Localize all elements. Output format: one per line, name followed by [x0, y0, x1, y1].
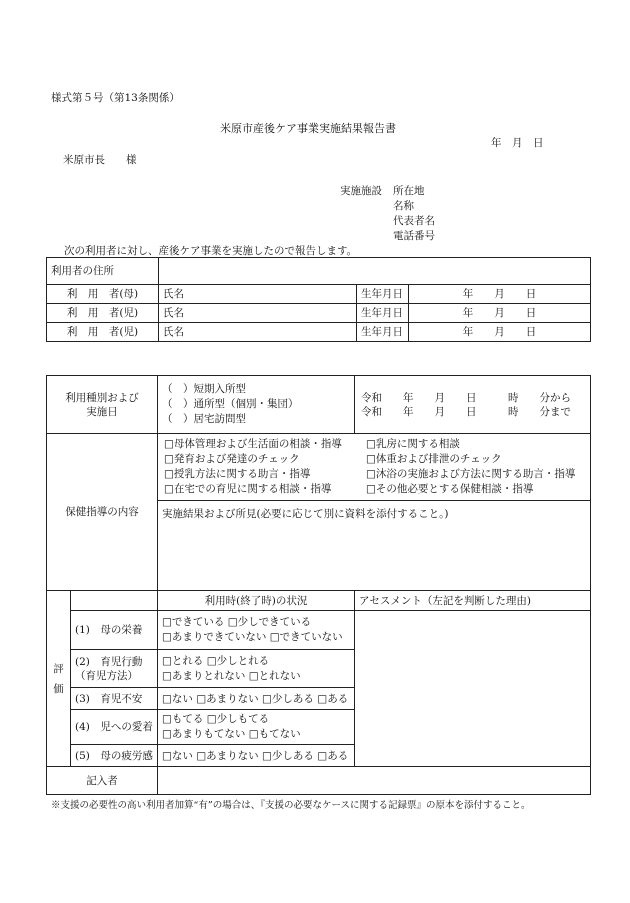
evaluation-label-nutrition: (1) 母の栄養	[71, 611, 158, 650]
user-child2-dob-label: 生年月日	[357, 323, 409, 342]
footnote: ※支援の必要性の高い利用者加算“有”の場合は、『支援の必要なケースに関する記録票』の原本を添付すること。	[51, 800, 531, 811]
guidance-item-development-check[interactable]: □発育および発達のチェック	[164, 453, 300, 465]
usage-label: 利用種別および 実施日	[47, 376, 158, 434]
evaluation-options-nutrition[interactable]: □できている □少しできている □あまりできていない □できていない	[158, 611, 355, 650]
evaluation-assessment-header: アセスメント（左記を判断した理由)	[355, 591, 591, 611]
evaluation-label-fatigue: (5) 母の疲労感	[71, 745, 158, 767]
evaluation-assessment-field[interactable]	[355, 611, 591, 767]
guidance-item-maternal-care[interactable]: □母体管理および生活面の相談・指導	[164, 438, 342, 450]
evaluation-options-parenting[interactable]: □とれる □少しとれる □あまりとれない □とれない	[158, 650, 355, 688]
evaluation-label-attachment: (4) 児への愛着	[71, 710, 158, 745]
evaluation-options-attachment[interactable]: □もてる □少しもてる □あまりもてない □もてない	[158, 710, 355, 745]
guidance-item-feeding-advice[interactable]: □授乳方法に関する助言・指導	[164, 468, 311, 480]
usage-period-from[interactable]: 令和 年 月 日 時 分から	[361, 391, 571, 404]
usage-period-to[interactable]: 令和 年 月 日 時 分まで	[361, 405, 571, 418]
guidance-results[interactable]	[158, 501, 591, 591]
user-address-field[interactable]	[159, 258, 591, 285]
evaluation-label-parenting: (2) 育児行動 （育児方法）	[71, 650, 158, 688]
user-child1-label: 利 用 者(児)	[47, 304, 159, 323]
page-title: 米原市産後ケア事業実施結果報告書	[220, 122, 396, 135]
evaluation-options-anxiety[interactable]: □ない □あまりない □少しある □ある	[158, 688, 355, 710]
evaluation-status-header: 利用時(終了時)の状況	[158, 591, 355, 611]
user-child2-name[interactable]: 氏名	[159, 323, 357, 342]
guidance-item-weight-excretion[interactable]: □体重および排泄のチェック	[366, 453, 502, 465]
guidance-label: 保健指導の内容	[47, 434, 158, 591]
recorder-field[interactable]	[158, 767, 591, 795]
evaluation-header-blank	[71, 591, 158, 611]
facility-phone-label: 電話番号	[393, 230, 435, 242]
guidance-results-note: 実施結果および所見(必要に応じて別に資料を添付すること。)	[162, 508, 449, 520]
usage-types[interactable]	[158, 376, 355, 434]
user-child1-dob-label: 生年月日	[357, 304, 409, 323]
guidance-checklist[interactable]	[158, 434, 591, 501]
guidance-item-bathing[interactable]: □沐浴の実施および方法に関する助言・指導	[366, 468, 576, 480]
user-child2-dob[interactable]: 年 月 日	[409, 323, 591, 342]
evaluation-options-fatigue[interactable]: □ない □あまりない □少しある □ある	[158, 745, 355, 767]
usage-type-short-stay[interactable]: （ ）短期入所型	[162, 383, 246, 395]
user-child1-name[interactable]: 氏名	[159, 304, 357, 323]
guidance-item-other[interactable]: □その他必要とする保健相談・指導	[366, 483, 534, 495]
form-number: 様式第５号（第13条関係）	[51, 92, 180, 104]
facility-label: 実施施設	[340, 185, 382, 197]
user-child1-dob[interactable]: 年 月 日	[409, 304, 591, 323]
user-mother-name[interactable]: 氏名	[159, 285, 357, 304]
facility-address-label: 所在地	[393, 185, 425, 197]
user-mother-dob[interactable]: 年 月 日	[409, 285, 591, 304]
usage-type-home-visit[interactable]: （ ）居宅訪問型	[162, 413, 246, 425]
evaluation-label-anxiety: (3) 育児不安	[71, 688, 158, 710]
guidance-item-breast[interactable]: □乳房に関する相談	[366, 438, 460, 450]
intro-text: 次の利用者に対し、産後ケア事業を実施したので報告します。	[64, 245, 358, 257]
user-address-label: 利用者の住所	[47, 258, 159, 285]
addressee: 米原市長 様	[63, 154, 137, 166]
facility-name-label: 名称	[393, 200, 414, 212]
users-table	[46, 257, 591, 342]
guidance-item-home-childcare[interactable]: □在宅での育児に関する相談・指導	[164, 483, 332, 495]
usage-period[interactable]	[355, 376, 591, 434]
user-child2-label: 利 用 者(児)	[47, 323, 159, 342]
date-line: 年 月 日	[491, 137, 544, 149]
report-table	[46, 375, 591, 795]
user-mother-dob-label: 生年月日	[357, 285, 409, 304]
evaluation-side-label: 評 価	[47, 591, 71, 767]
usage-type-day-visit[interactable]: （ ）通所型（個別・集団）	[162, 398, 299, 410]
recorder-label: 記入者	[47, 767, 158, 795]
facility-representative-label: 代表者名	[393, 215, 435, 227]
user-mother-label: 利 用 者(母)	[47, 285, 159, 304]
